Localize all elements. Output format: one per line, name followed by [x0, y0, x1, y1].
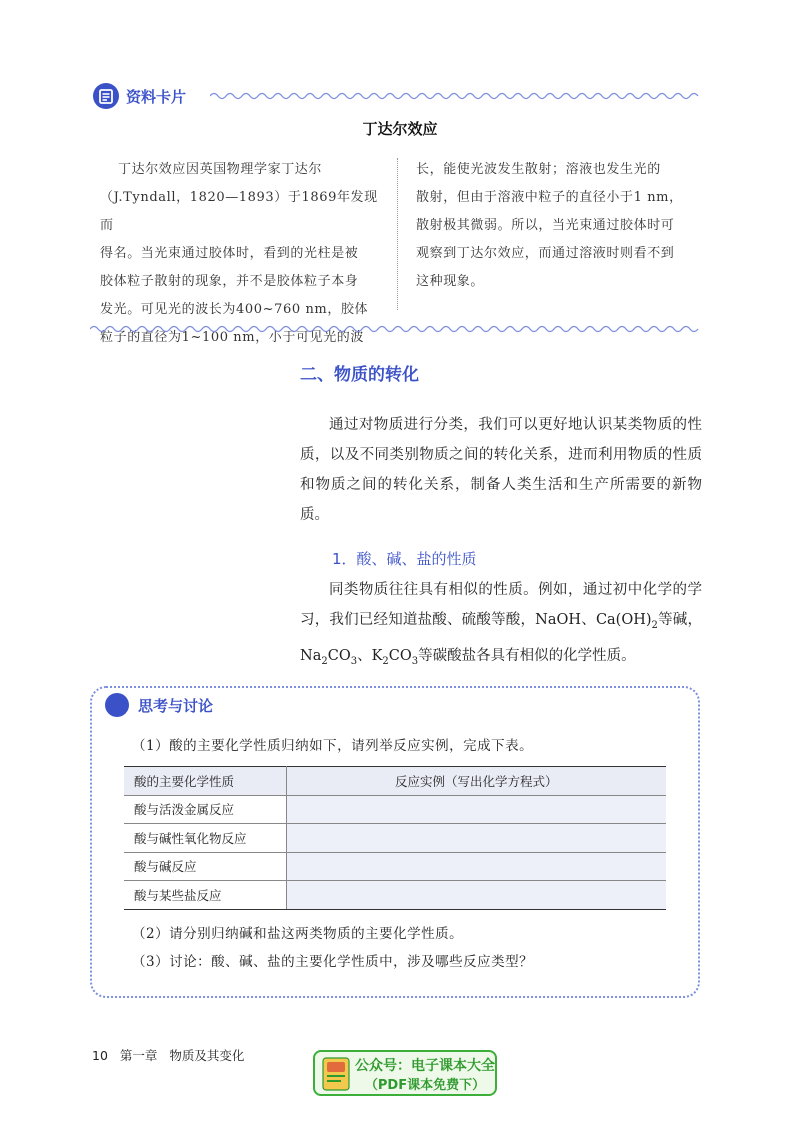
table-row	[124, 881, 666, 910]
document-icon	[92, 82, 120, 110]
text-line: 胶体粒子散射的现象，并不是胶体粒子本身	[100, 274, 359, 289]
wavy-divider-bottom	[90, 323, 702, 335]
text-line: 得名。当光束通过胶体时，看到的光柱是被	[100, 246, 359, 261]
page-footer	[92, 1046, 252, 1064]
info-card-right-column	[416, 156, 706, 296]
question-1: （1）酸的主要化学性质归纳如下，请列举反应实例，完成下表。	[132, 738, 534, 754]
section-intro: 通过对物质进行分类，我们可以更好地认识某类物质的性质，以及不同类别物质之间的转化关系，进而利用物质的性质和物质之间的转化关系，制备人类生活和生产所需要的新物质。	[300, 417, 702, 523]
text-line: 散射极其微弱。所以，当光束通过胶体时可	[416, 218, 675, 233]
page-number: 10	[92, 1048, 108, 1063]
section-title: 二、物质的转化	[300, 365, 419, 385]
table-cell-example[interactable]	[286, 824, 666, 853]
table-cell-example[interactable]	[286, 852, 666, 881]
stamp-line-1: 公众号：电子课本大全	[355, 1058, 495, 1074]
question-2: （2）请分别归纳碱和盐这两类物质的主要化学性质。	[132, 926, 464, 942]
text-line: （J.Tyndall，1820—1893）于1869年发现而	[100, 190, 378, 233]
table-cell-property: 酸与活泼金属反应	[124, 795, 286, 824]
book-icon	[322, 1057, 350, 1091]
watermark-stamp	[313, 1050, 497, 1096]
info-card-title: 丁达尔效应	[362, 120, 438, 138]
subsection-title: 1．酸、碱、盐的性质	[332, 550, 477, 568]
table-cell-property: 酸与碱性氧化物反应	[124, 824, 286, 853]
text-line: 观察到丁达尔效应，而通过溶液时则看不到	[416, 246, 675, 261]
acid-properties-table	[124, 766, 666, 910]
text-line: 散射，但由于溶液中粒子的直径小于1 nm，	[416, 190, 683, 205]
table-cell-example[interactable]	[286, 881, 666, 910]
text-line: 长，能使光波发生散射；溶液也发生光的	[416, 162, 661, 177]
table-cell-example[interactable]	[286, 795, 666, 824]
discussion-dot-icon	[105, 693, 129, 717]
table-cell-property: 酸与碱反应	[124, 852, 286, 881]
table-row	[124, 824, 666, 853]
stamp-line-2: （PDF课本免费下）	[364, 1078, 486, 1093]
table-header-property: 酸的主要化学性质	[124, 767, 286, 796]
text-line: 丁达尔效应因英国物理学家丁达尔	[118, 162, 323, 177]
table-cell-property: 酸与某些盐反应	[124, 881, 286, 910]
table-header-example: 反应实例（写出化学方程式）	[286, 767, 666, 796]
text-line: 这种现象。	[416, 274, 485, 289]
wavy-divider-top	[210, 90, 702, 102]
text-line: 发光。可见光的波长为400~760 nm，胶体	[100, 302, 369, 317]
text-line: 粒子的直径为1~100 nm，小于可见光的波	[100, 330, 365, 345]
question-3: （3）讨论：酸、碱、盐的主要化学性质中，涉及哪些反应类型？	[132, 954, 534, 970]
subsection-paragraph: 同类物质往往具有相似的性质。例如，通过初中化学的学习，我们已经知道盐酸、硫酸等酸，NaOH、$Ca(OH)_2$等碱，$Na_2CO_3$、$K_2CO_3$等碳酸盐各具有相似的化学性质。	[300, 582, 703, 667]
table-row	[124, 852, 666, 881]
table-row	[124, 795, 666, 824]
chapter-title: 物质及其变化	[169, 1048, 245, 1063]
column-divider	[397, 158, 398, 310]
discussion-title: 思考与讨论	[138, 697, 214, 715]
info-card-header	[92, 82, 702, 114]
chapter-label: 第一章	[119, 1048, 158, 1063]
table-header-row	[124, 767, 666, 796]
info-card-label: 资料卡片	[126, 88, 187, 106]
